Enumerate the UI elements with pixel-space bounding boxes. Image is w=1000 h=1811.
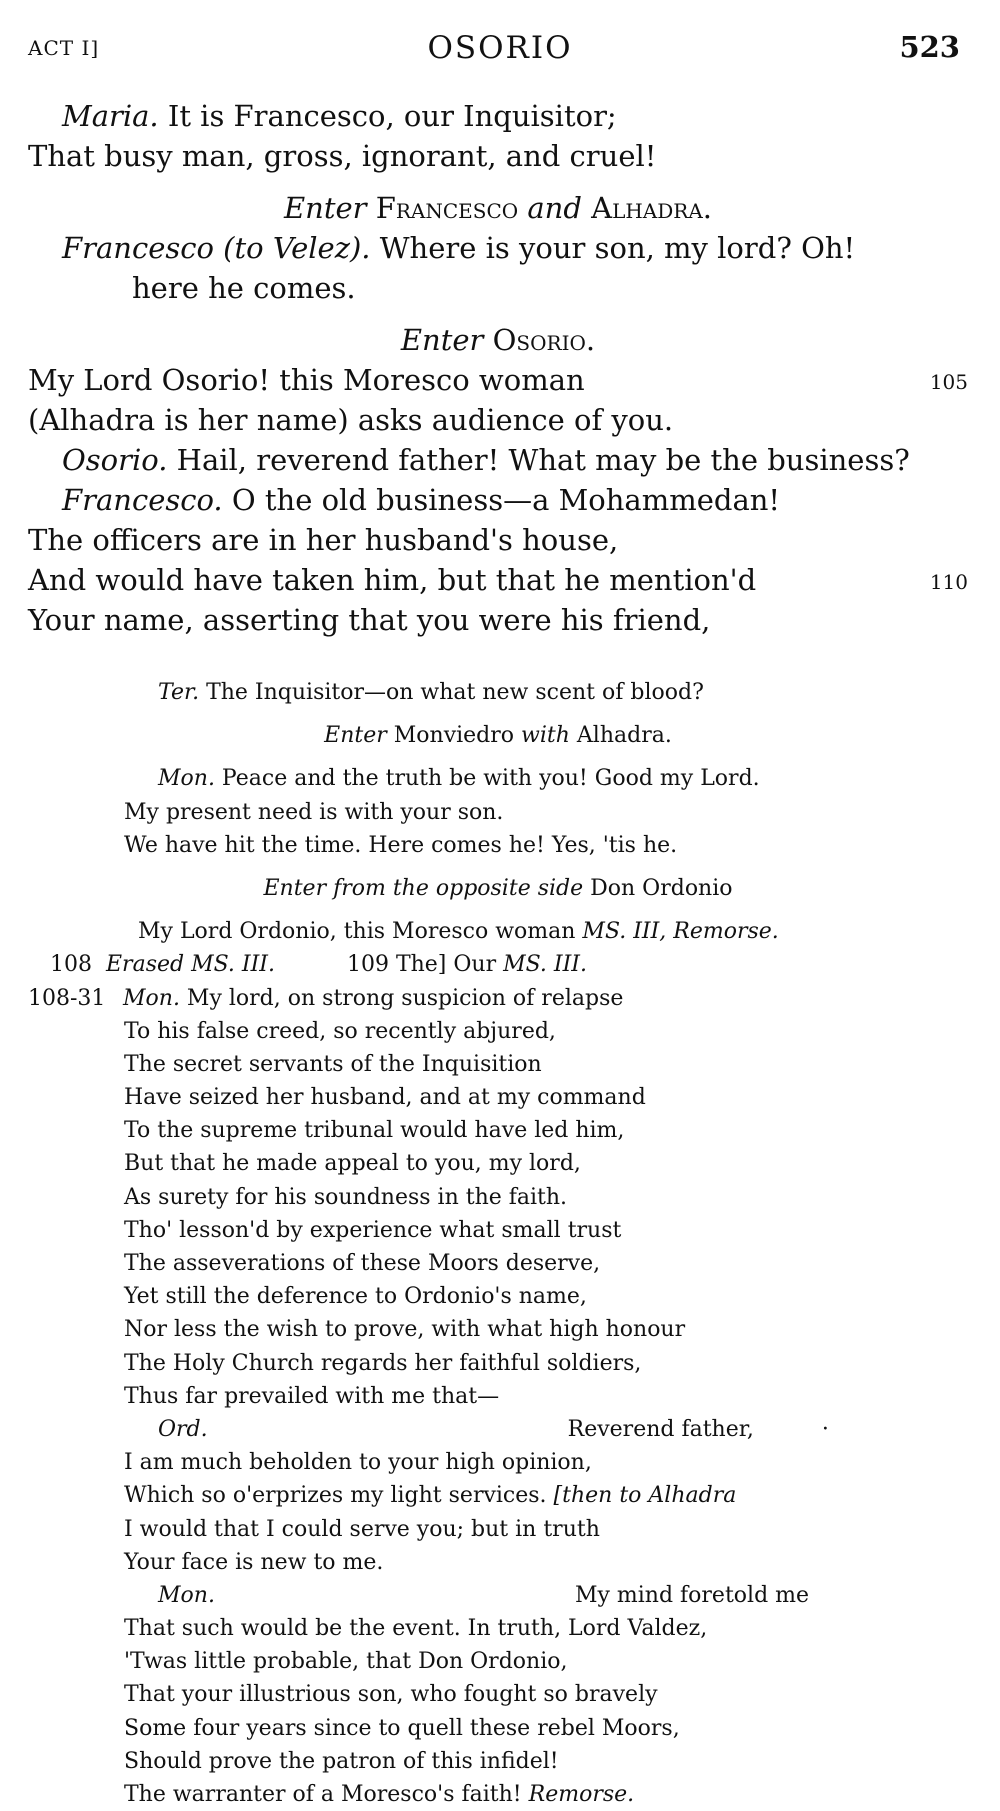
line-number: 105 [929, 370, 968, 394]
note-line: I am much beholden to your high opinion, [124, 1450, 592, 1476]
verse-line: Your name, asserting that you were his friend, [28, 603, 711, 637]
note-line: The Holy Church regards her faithful soldiers, [124, 1350, 642, 1376]
variant-notes [28, 676, 968, 1811]
verse-line: (Alhadra is her name) asks audience of you. [28, 403, 674, 437]
note-line: Your face is new to me. [124, 1549, 384, 1575]
note-line: To the supreme tribunal would have led him, [124, 1118, 625, 1144]
note-line: Mon. My mind foretold me [158, 1582, 810, 1608]
note-stage-direction: Enter Monviedro with Alhadra. [324, 723, 672, 749]
stage-direction: Enter Osorio. [400, 323, 596, 357]
note-line: That your illustrious son, who fought so bravely [124, 1682, 658, 1708]
note-stage-direction: Enter from the opposite side Don Ordonio [263, 875, 733, 901]
note-line: My Lord Ordonio, this Moresco woman MS. III, Remorse. [138, 919, 779, 945]
note-line: But that he made appeal to you, my lord, [124, 1151, 581, 1177]
note-line: Which so o'erprizes my light services. [then to Alhadra [124, 1483, 737, 1509]
verse-line: Francesco (to Velez). Where is your son, my lord? Oh! [62, 231, 856, 265]
note-line: The warranter of a Moresco's faith! Remorse. [124, 1782, 635, 1807]
note-line: Yet still the deference to Ordonio's name, [124, 1284, 587, 1310]
verse-line: here he comes. [132, 271, 356, 305]
note-line: To his false creed, so recently abjured, [124, 1018, 556, 1044]
note-line: My present need is with your son. [124, 799, 504, 825]
note-line: Ord. Reverend father, · [158, 1416, 829, 1442]
note-line: That such would be the event. In truth, Lord Valdez, [124, 1616, 708, 1642]
act-label: ACT I] [28, 36, 100, 60]
note-line: As surety for his soundness in the faith. [124, 1184, 568, 1210]
note-line: 108 Erased MS. III. 109 The] Our MS. III. [50, 952, 587, 978]
note-line: Have seized her husband, and at my command [124, 1085, 646, 1111]
note-line: Ter. The Inquisitor—on what new scent of blood? [158, 680, 704, 705]
verse-line: The officers are in her husband's house, [28, 523, 619, 557]
note-line: Tho' lesson'd by experience what small trust [124, 1217, 622, 1243]
play-title: OSORIO [427, 30, 573, 66]
page-number: 523 [899, 30, 960, 64]
note-line: Mon. Peace and the truth be with you! Good my Lord. [158, 766, 760, 792]
main-text [28, 96, 968, 640]
running-header [0, 30, 1000, 70]
verse-line: And would have taken him, but that he mention'd 110 [28, 560, 968, 600]
note-line: We have hit the time. Here comes he! Yes, 'tis he. [124, 832, 678, 858]
line-number: 110 [929, 570, 968, 594]
note-line: Thus far prevailed with me that— [124, 1383, 500, 1409]
note-line: I would that I could serve you; but in truth [124, 1516, 600, 1542]
note-line: Some four years since to quell these rebel Moors, [124, 1715, 680, 1741]
note-line: Nor less the wish to prove, with what high honour [124, 1317, 686, 1343]
note-line: 'Twas little probable, that Don Ordonio, [124, 1649, 568, 1675]
verse-line: That busy man, gross, ignorant, and cruel! [28, 139, 657, 173]
verse-line: Maria. It is Francesco, our Inquisitor; [62, 99, 617, 133]
note-line: 108-31 Mon. My lord, on strong suspicion of relapse [28, 985, 624, 1011]
note-line: The asseverations of these Moors deserve, [124, 1251, 601, 1276]
stage-direction: Enter Francesco and Alhadra. [283, 191, 713, 225]
note-line: Should prove the patron of this infidel! [124, 1748, 559, 1774]
verse-line: Francesco. O the old business—a Mohammedan! [62, 483, 781, 517]
note-line: The secret servants of the Inquisition [124, 1051, 542, 1077]
verse-line: My Lord Osorio! this Moresco woman 105 [28, 360, 968, 400]
verse-line: Osorio. Hail, reverend father! What may be the business? [62, 443, 910, 477]
